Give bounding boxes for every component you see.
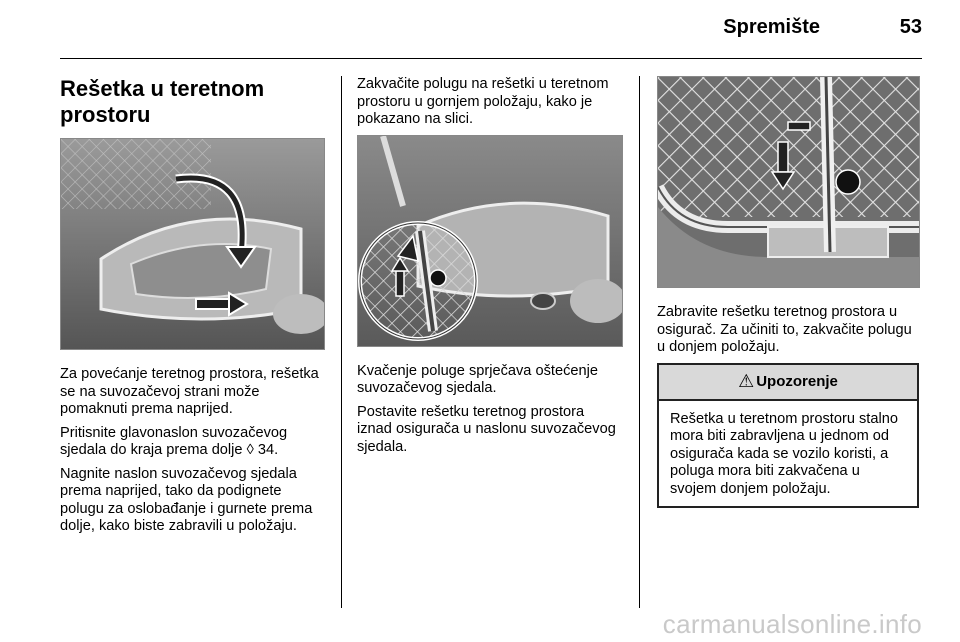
column-1 <box>60 76 325 542</box>
column-3 <box>657 76 919 508</box>
paragraph: Pritisnite glavonaslon suvozačevog sjedala do kraja prema dolje ◊ 34. <box>60 424 288 458</box>
warning-header <box>659 365 917 401</box>
column-divider-1 <box>341 76 342 608</box>
warning-triangle-icon: ⚠ <box>738 371 755 391</box>
paragraph: Kvačenje poluge sprječava oštećenje suvozačevog sjedala. <box>357 362 598 396</box>
figure-seat-folding <box>60 138 325 350</box>
figure-lever-upper-position <box>357 135 623 347</box>
column-divider-2 <box>639 76 640 608</box>
warning-box <box>657 363 919 509</box>
running-header-title: Spremište <box>723 16 820 38</box>
paragraph: Nagnite naslon suvozačevog sjedala prema naprijed, tako da podignete polugu za oslobađanje i gurnete prema dolje, kako biste zabravili u položaju. <box>60 465 313 534</box>
page-number: 53 <box>899 16 922 38</box>
paragraph: Zakvačite polugu na rešetki u teretnom prostoru u gornjem položaju, kako je pokazano na slici. <box>357 76 609 127</box>
warning-title: Upozorenje <box>756 373 838 390</box>
watermark: carmanualsonline.info <box>662 609 922 639</box>
figure-lever-lower-position <box>657 76 920 288</box>
paragraph: Zabravite rešetku teretnog prostora u osigurač. Za učiniti to, zakvačite polugu u donjem položaju. <box>657 304 912 355</box>
warning-text: Rešetka u teretnom prostoru stalno mora biti zabravljena u jednom od osigurača kada se vozilo koristi, a poluga mora biti zakvačena u svojem donjem položaju. <box>670 410 898 497</box>
paragraph: Postavite rešetku teretnog prostora iznad osigurača u naslonu suvozačevog sjedala. <box>357 403 616 455</box>
section-heading: Rešetka u teretnom prostoru <box>60 76 265 127</box>
column-2 <box>357 76 623 462</box>
warning-body <box>659 401 917 507</box>
header-rule <box>60 58 922 59</box>
paragraph: Za povećanje teretnog prostora, rešetka se na suvozačevoj strani može pomaknuti prema naprijed. <box>60 366 319 417</box>
